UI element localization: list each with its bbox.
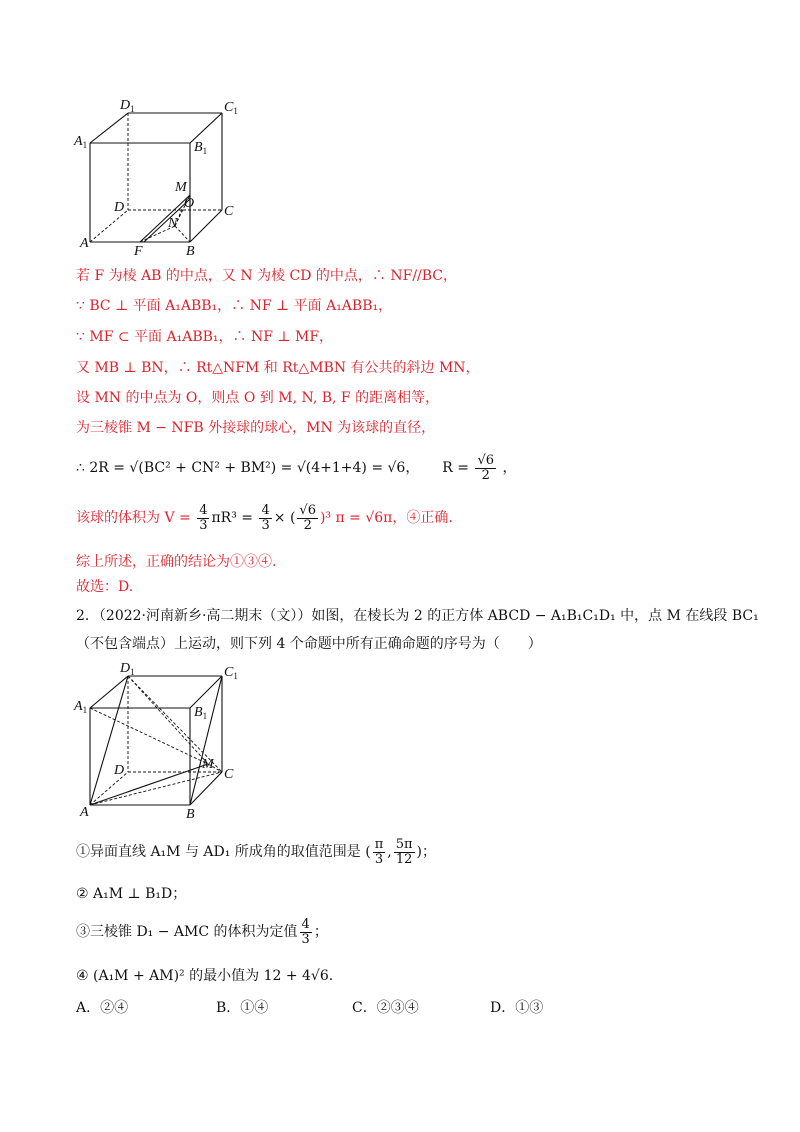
solution-line-5: 设 MN 的中点为 O，则点 O 到 M, N, B, F 的距离相等， [76, 390, 440, 406]
label-D: D [114, 763, 125, 778]
option-a[interactable]: A．②④ [76, 1000, 129, 1016]
solution-line-3: ∵ MF ⊂ 平面 A₁ABB₁，∴ NF ⊥ MF， [76, 329, 334, 345]
statement-1-end: )； [416, 844, 437, 860]
option-b[interactable]: B．①④ [216, 1000, 269, 1016]
label-C1: $C_1$ [224, 100, 238, 116]
solution-line-1: 若 F 为棱 AB 的中点，又 N 为棱 CD 的中点，∴ NF//BC， [76, 268, 458, 284]
solution-line-2: ∵ BC ⊥ 平面 A₁ABB₁，∴ NF ⊥ 平面 A₁ABB₁， [76, 298, 393, 314]
label-M: M [202, 757, 214, 772]
statement-3-end: ； [313, 924, 328, 940]
sphere-diameter-formula: ∴ 2R = √(BC² + CN² + BM²) = √(4+1+4) = √6， [76, 460, 420, 476]
label-A: A [80, 805, 89, 820]
statement-3-text: ③三棱锥 D₁ − AMC 的体积为定值 [76, 924, 298, 940]
option-d[interactable]: D．①③ [490, 1000, 544, 1016]
problem2-stem-line-1: 2．（2022·河南新乡·高二期末（文））如图，在棱长为 2 的正方体 ABCD − A₁B₁C₁D₁ 中，点 M 在线段 BC₁ [76, 608, 759, 624]
cube-figure-1-svg [70, 95, 250, 260]
label-C1: $C_1$ [224, 665, 238, 681]
label-B: B [186, 244, 195, 259]
label-D1: $D_1$ [120, 98, 135, 114]
statement-2: ② A₁M ⊥ B₁D； [76, 886, 187, 902]
label-B: B [186, 807, 195, 822]
solution-line-7 [76, 448, 516, 488]
statement-3 [76, 912, 328, 952]
statement-1-text: ①异面直线 A₁M 与 AD₁ 所成角的取值范围是 ( [76, 844, 371, 860]
solution-line-9: 综上所述，正确的结论为①③④. [76, 554, 277, 570]
problem2-stem-line-2: （不包含端点）上运动，则下列 4 个命题中所有正确命题的序号为（ ） [76, 636, 542, 652]
cube-figure-2-svg [70, 660, 250, 822]
cube-figure-1 [70, 95, 250, 260]
volume-frac-3: $\frac{√6}{2}$ [299, 502, 316, 533]
solution-line-8 [76, 498, 453, 538]
statement-3-frac: $\frac{4}{3}$ [301, 916, 310, 947]
statement-1-frac-1: $\frac{\pi}{3}$ [374, 836, 384, 867]
volume-mid2: × ( [273, 510, 296, 526]
radius-fraction: $\frac{√6}{2}$ [477, 452, 494, 483]
label-C: C [224, 204, 234, 219]
cube-figure-2 [70, 660, 250, 822]
label-B1: $B_1$ [194, 705, 208, 721]
label-F: F [134, 244, 143, 259]
label-D: D [114, 200, 125, 215]
label-N: N [168, 216, 178, 231]
label-A: A [80, 236, 89, 251]
label-O: O [184, 196, 195, 211]
statement-4: ④ (A₁M + AM)² 的最小值为 12 + 4√6. [76, 968, 334, 984]
volume-frac-1: $\frac{4}{3}$ [199, 502, 208, 533]
option-c[interactable]: C．②③④ [352, 1000, 419, 1016]
solution-answer: 故选：D. [76, 579, 134, 595]
label-A1: $A_1$ [74, 134, 88, 150]
statement-1 [76, 832, 436, 872]
radius-end: ， [502, 460, 517, 476]
volume-end: )³ π = √6π，④正确. [319, 510, 453, 526]
label-D1: $D_1$ [120, 661, 135, 677]
radius-label: R = [442, 460, 469, 476]
statement-1-comma: , [387, 844, 392, 860]
solution-line-6: 为三棱锥 M − NFB 外接球的球心，MN 为该球的直径， [76, 420, 436, 436]
volume-frac-2: $\frac{4}{3}$ [261, 502, 270, 533]
statement-1-frac-2: $\frac{5\pi}{12}$ [395, 836, 413, 867]
label-A1: $A_1$ [74, 699, 88, 715]
volume-mid: πR³ = [211, 510, 254, 526]
solution-line-4: 又 MB ⊥ BN，∴ Rt△NFM 和 Rt△MBN 有公共的斜边 MN， [76, 360, 480, 376]
label-M: M [175, 180, 187, 195]
label-B1: $B_1$ [194, 140, 208, 156]
volume-label: 该球的体积为 V = [76, 510, 191, 526]
label-C: C [224, 767, 234, 782]
